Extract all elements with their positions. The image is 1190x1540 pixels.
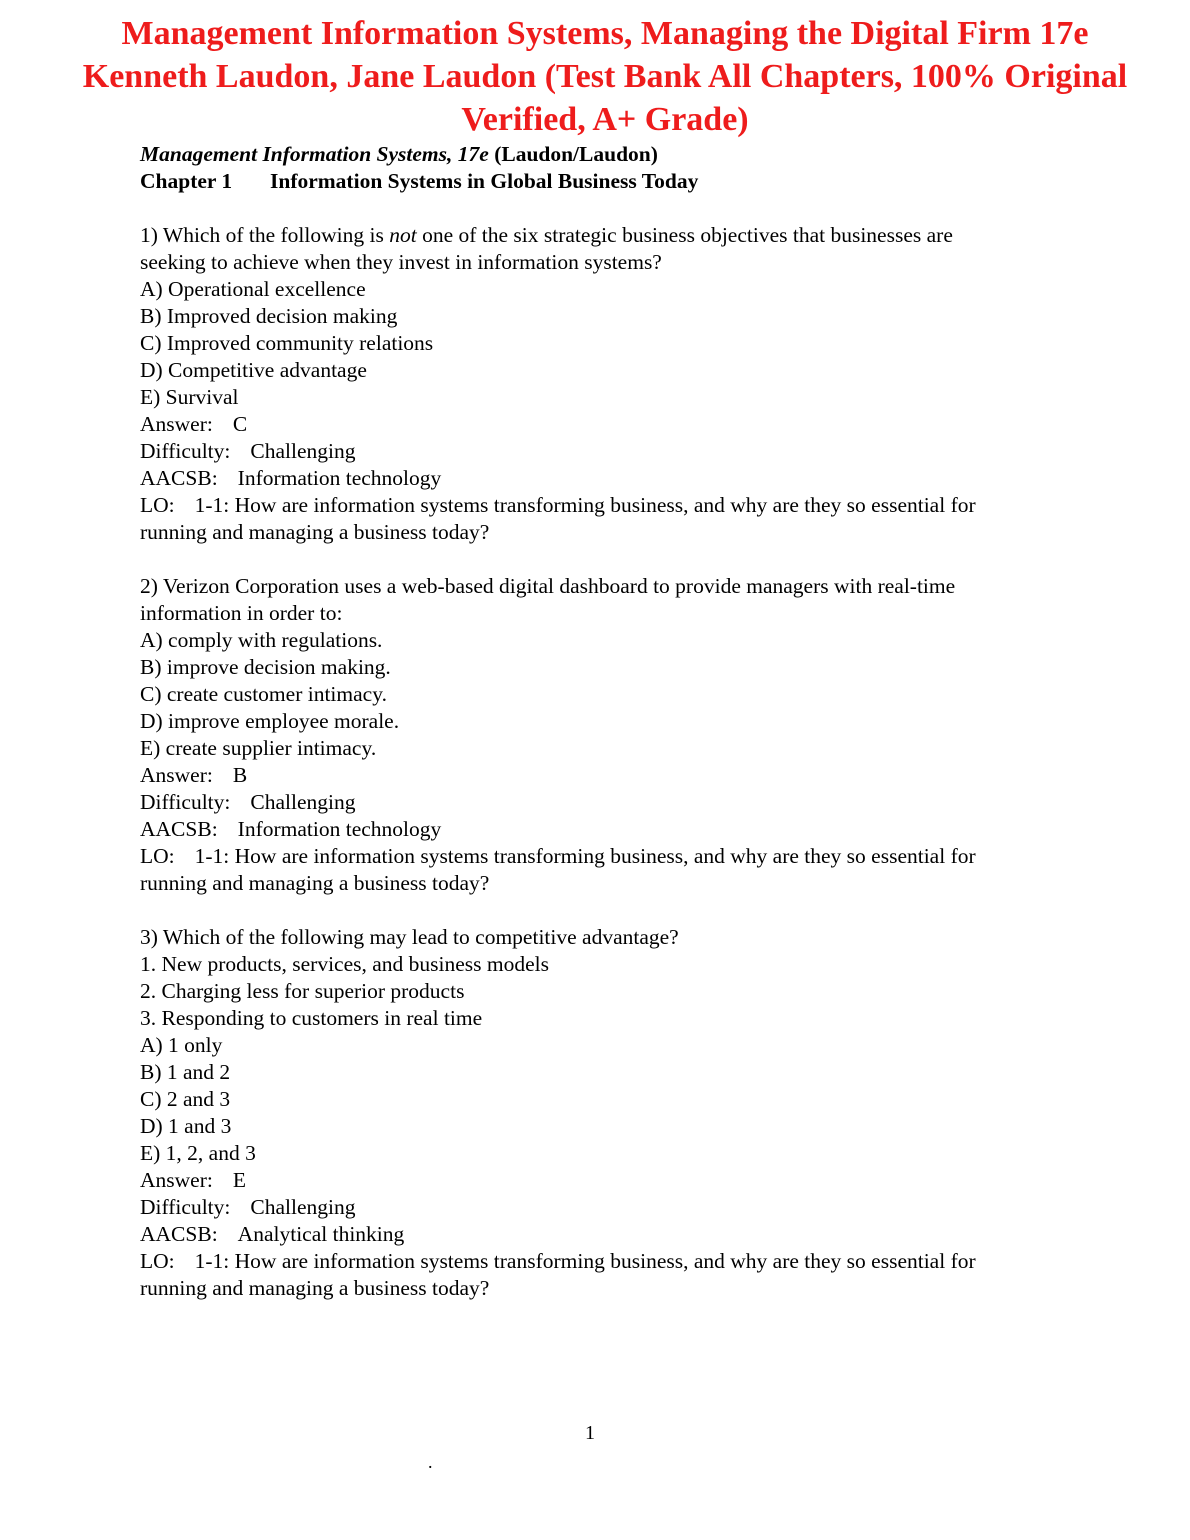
statement-2: 2. Charging less for superior products <box>140 979 465 1003</box>
answer-line <box>140 411 1080 438</box>
question-2 <box>140 573 1080 897</box>
statement-1: 1. New products, services, and business models <box>140 952 550 976</box>
lo-line-continued: running and managing a business today? <box>140 871 490 895</box>
difficulty-label: Difficulty: <box>140 1195 231 1219</box>
chapter-title: Information Systems in Global Business Today <box>270 169 699 193</box>
banner-line-1: Management Information Systems, Managing the Digital Firm 17e <box>121 15 1089 52</box>
answer-value: B <box>232 763 248 787</box>
difficulty-label: Difficulty: <box>140 439 231 463</box>
lo-value: 1-1: How are information systems transforming business, and why are they so essential for <box>194 493 976 517</box>
question-3 <box>140 924 1080 1302</box>
difficulty-line <box>140 1194 1080 1221</box>
difficulty-line <box>140 438 1080 465</box>
answer-line <box>140 1167 1080 1194</box>
chapter-heading <box>140 168 1080 195</box>
difficulty-value: Challenging <box>250 790 356 814</box>
answer-value: C <box>232 412 248 436</box>
option-b: B) improve decision making. <box>140 655 391 679</box>
banner-line-2: Kenneth Laudon, Jane Laudon (Test Bank All Chapters, 100% Original <box>82 58 1128 95</box>
document-body <box>140 141 1080 1302</box>
chapter-label: Chapter 1 <box>140 169 233 193</box>
difficulty-value: Challenging <box>250 439 356 463</box>
lo-line <box>140 1248 1080 1275</box>
book-title: Management Information Systems, 17e <box>140 142 489 166</box>
lo-label: LO: <box>140 844 175 868</box>
aacsb-line <box>140 465 1080 492</box>
difficulty-line <box>140 789 1080 816</box>
difficulty-label: Difficulty: <box>140 790 231 814</box>
aacsb-line <box>140 1221 1080 1248</box>
statement-3: 3. Responding to customers in real time <box>140 1006 483 1030</box>
lo-line-continued: running and managing a business today? <box>140 1276 490 1300</box>
document-banner-title <box>40 12 1170 141</box>
option-a: A) Operational excellence <box>140 277 366 301</box>
lo-line <box>140 843 1080 870</box>
answer-value: E <box>232 1168 246 1192</box>
aacsb-label: AACSB: <box>140 466 218 490</box>
option-a: A) comply with regulations. <box>140 628 383 652</box>
footer-dot: . <box>428 1452 433 1472</box>
aacsb-value: Analytical thinking <box>237 1222 405 1246</box>
lo-line-continued: running and managing a business today? <box>140 520 490 544</box>
book-title-line <box>140 141 1080 168</box>
question-stem: 2) Verizon Corporation uses a web-based digital dashboard to provide managers with real-time <box>140 574 956 598</box>
book-authors: (Laudon/Laudon) <box>494 142 658 166</box>
lo-value: 1-1: How are information systems transforming business, and why are they so essential for <box>194 844 976 868</box>
option-c: C) Improved community relations <box>140 331 434 355</box>
option-b: B) 1 and 2 <box>140 1060 231 1084</box>
question-1 <box>140 222 1080 546</box>
answer-label: Answer: <box>140 1168 213 1192</box>
question-stem <box>140 222 1080 249</box>
aacsb-value: Information technology <box>237 466 442 490</box>
aacsb-label: AACSB: <box>140 817 218 841</box>
stem-emphasis: not <box>389 223 417 247</box>
option-d: D) improve employee morale. <box>140 709 400 733</box>
difficulty-value: Challenging <box>250 1195 356 1219</box>
answer-line <box>140 762 1080 789</box>
aacsb-line <box>140 816 1080 843</box>
page-number: 1 <box>585 1422 595 1444</box>
answer-label: Answer: <box>140 763 213 787</box>
lo-line <box>140 492 1080 519</box>
aacsb-label: AACSB: <box>140 1222 218 1246</box>
option-e: E) create supplier intimacy. <box>140 736 377 760</box>
option-e: E) Survival <box>140 385 239 409</box>
banner-line-3: Verified, A+ Grade) <box>461 101 749 138</box>
option-b: B) Improved decision making <box>140 304 398 328</box>
option-e: E) 1, 2, and 3 <box>140 1141 256 1165</box>
stem-text: one of the six strategic business objectives that businesses are <box>416 223 953 247</box>
lo-value: 1-1: How are information systems transforming business, and why are they so essential for <box>194 1249 976 1273</box>
aacsb-value: Information technology <box>237 817 442 841</box>
option-d: D) Competitive advantage <box>140 358 367 382</box>
option-c: C) 2 and 3 <box>140 1087 231 1111</box>
question-stem: 3) Which of the following may lead to competitive advantage? <box>140 925 679 949</box>
answer-label: Answer: <box>140 412 213 436</box>
option-a: A) 1 only <box>140 1033 223 1057</box>
option-c: C) create customer intimacy. <box>140 682 387 706</box>
lo-label: LO: <box>140 493 175 517</box>
question-stem-continued: seeking to achieve when they invest in information systems? <box>140 250 662 274</box>
stem-text: 1) Which of the following is <box>140 223 390 247</box>
option-d: D) 1 and 3 <box>140 1114 232 1138</box>
lo-label: LO: <box>140 1249 175 1273</box>
question-stem-continued: information in order to: <box>140 601 343 625</box>
